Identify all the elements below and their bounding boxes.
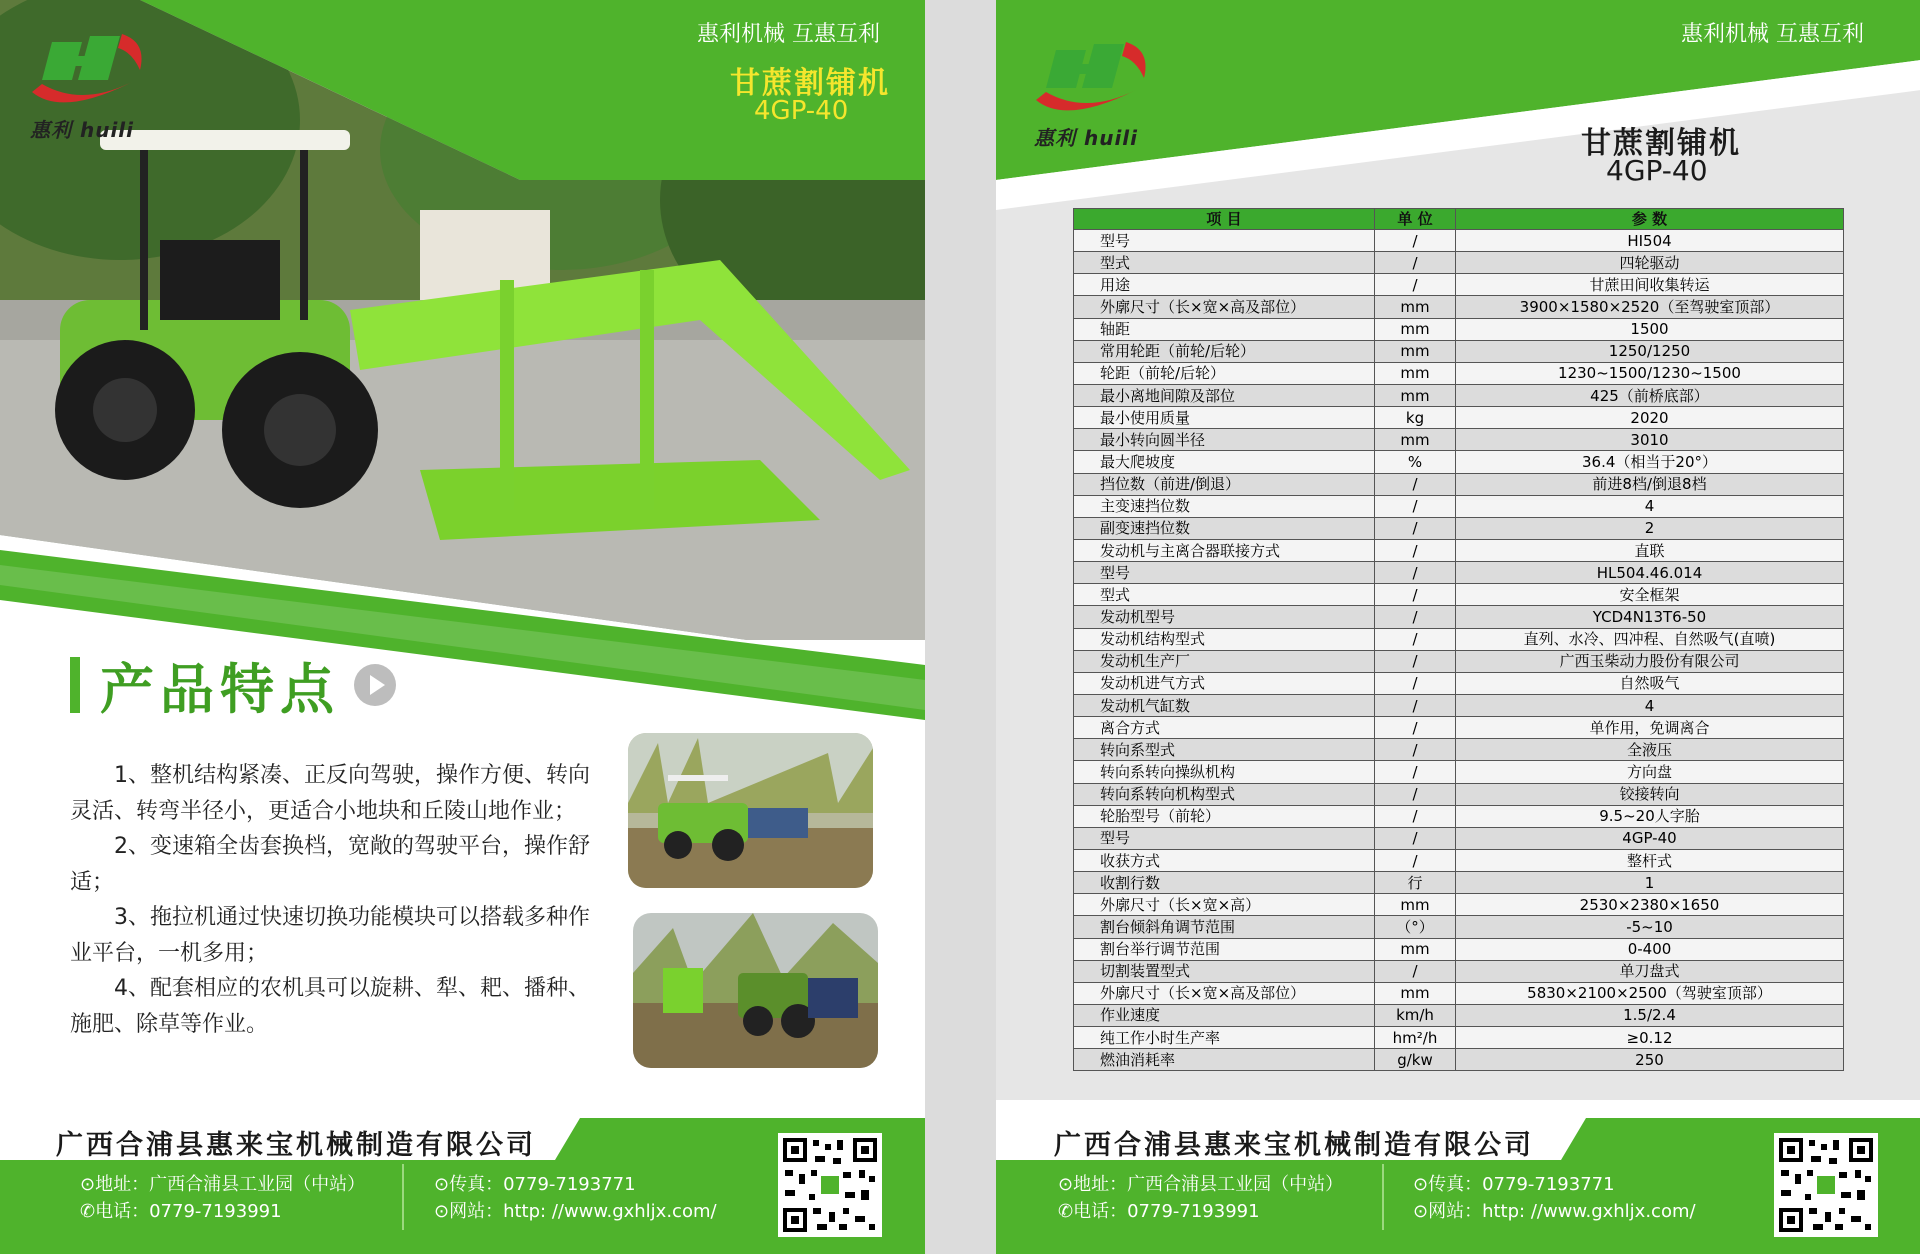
spec-value: 1230~1500/1230~1500 (1456, 362, 1844, 384)
spec-unit: / (1375, 717, 1456, 739)
spec-value: 4GP-40 (1456, 827, 1844, 849)
address (1058, 1170, 1343, 1196)
address-text: 地址：广西合浦县工业园（中站） (1073, 1174, 1344, 1195)
address-text: 地址：广西合浦县工业园（中站） (95, 1174, 366, 1195)
website-link[interactable]: 网站：http: //www.gxhljx.com/ (449, 1201, 717, 1222)
spec-row (1074, 960, 1844, 982)
spec-table-header (1074, 209, 1844, 230)
fax-icon: ⊙ (1413, 1174, 1429, 1195)
spec-item: 收割行数 (1074, 872, 1375, 894)
website (434, 1197, 717, 1223)
spec-row (1074, 694, 1844, 716)
spec-item: 最小使用质量 (1074, 407, 1375, 429)
spec-value: 4 (1456, 694, 1844, 716)
spec-item: 发动机进气方式 (1074, 672, 1375, 694)
spec-value: 2 (1456, 517, 1844, 539)
spec-value: 1 (1456, 872, 1844, 894)
spec-value: 整杆式 (1456, 849, 1844, 871)
spec-unit: mm (1375, 894, 1456, 916)
spec-value: YCD4N13T6-50 (1456, 606, 1844, 628)
spec-unit: mm (1375, 340, 1456, 362)
spec-unit: mm (1375, 429, 1456, 451)
spec-value: 425（前桥底部） (1456, 384, 1844, 406)
spec-item: 轮距（前轮/后轮） (1074, 362, 1375, 384)
spec-value: 3010 (1456, 429, 1844, 451)
spec-row (1074, 429, 1844, 451)
globe-icon: ⊙ (1413, 1201, 1429, 1222)
spec-row (1074, 340, 1844, 362)
spec-value: 1500 (1456, 318, 1844, 340)
brand-logo (22, 22, 172, 142)
spec-row (1074, 473, 1844, 495)
spec-value: 1250/1250 (1456, 340, 1844, 362)
spec-item: 轮胎型号（前轮） (1074, 805, 1375, 827)
spec-item: 主变速挡位数 (1074, 495, 1375, 517)
spec-value: 全液压 (1456, 739, 1844, 761)
spec-unit: kg (1375, 407, 1456, 429)
spec-value: -5~10 (1456, 916, 1844, 938)
spec-row (1074, 739, 1844, 761)
spec-unit: / (1375, 539, 1456, 561)
spec-item: 发动机型号 (1074, 606, 1375, 628)
logo-text: 惠利 huili (30, 118, 135, 142)
spec-unit: hm²/h (1375, 1027, 1456, 1049)
spec-row (1074, 982, 1844, 1004)
spec-item: 割台倾斜角调节范围 (1074, 916, 1375, 938)
spec-unit: / (1375, 960, 1456, 982)
spec-unit: / (1375, 672, 1456, 694)
field-photo-2 (633, 913, 878, 1068)
right-page (996, 0, 1920, 1254)
spec-row (1074, 916, 1844, 938)
spec-item: 常用轮距（前轮/后轮） (1074, 340, 1375, 362)
spec-value: 广西玉柴动力股份有限公司 (1456, 650, 1844, 672)
location-pin-icon: ⊙ (80, 1174, 96, 1195)
spec-row (1074, 252, 1844, 274)
spec-item: 转向系型式 (1074, 739, 1375, 761)
slogan: 惠利机械 互惠互利 (697, 22, 880, 47)
spec-item: 切割装置型式 (1074, 960, 1375, 982)
phone-text: 电话：0779-7193991 (1073, 1201, 1260, 1222)
left-page (0, 0, 925, 1254)
features-heading (70, 655, 396, 721)
features-title: 产品特点 (100, 657, 340, 721)
website (1413, 1197, 1696, 1223)
spec-item: 型号 (1074, 827, 1375, 849)
spec-item: 最小离地间隙及部位 (1074, 384, 1375, 406)
company-name: 广西合浦县惠来宝机械制造有限公司 (1054, 1130, 1534, 1161)
product-model: 4GP-40 (754, 96, 849, 126)
spec-item: 转向系转向操纵机构 (1074, 761, 1375, 783)
spec-row (1074, 1027, 1844, 1049)
spec-value: 铰接转向 (1456, 783, 1844, 805)
spec-item: 外廓尺寸（长×宽×高） (1074, 894, 1375, 916)
spec-row (1074, 584, 1844, 606)
spec-value: 直联 (1456, 539, 1844, 561)
brand-logo (1026, 30, 1176, 150)
huili-logo-icon (22, 22, 152, 112)
spec-item: 收获方式 (1074, 849, 1375, 871)
address (80, 1170, 365, 1196)
spec-value: 9.5~20人字胎 (1456, 805, 1844, 827)
spec-value: ≥0.12 (1456, 1027, 1844, 1049)
spec-value: 250 (1456, 1049, 1844, 1071)
spec-value: 36.4（相当于20°） (1456, 451, 1844, 473)
phone-icon: ✆ (1058, 1201, 1074, 1222)
spec-item: 发动机与主离合器联接方式 (1074, 539, 1375, 561)
spec-value: 直列、水冷、四冲程、自然吸气(直喷) (1456, 628, 1844, 650)
spec-item: 纯工作小时生产率 (1074, 1027, 1375, 1049)
spec-unit: / (1375, 252, 1456, 274)
fax-icon: ⊙ (434, 1174, 450, 1195)
spec-value: 单刀盘式 (1456, 960, 1844, 982)
spec-unit: mm (1375, 384, 1456, 406)
spec-item: 燃油消耗率 (1074, 1049, 1375, 1071)
spec-row (1074, 717, 1844, 739)
spec-item: 转向系转向机构型式 (1074, 783, 1375, 805)
spec-row (1074, 938, 1844, 960)
spec-unit: mm (1375, 938, 1456, 960)
product-name: 甘蔗割铺机 (730, 66, 890, 101)
spec-item: 发动机气缸数 (1074, 694, 1375, 716)
spec-row (1074, 872, 1844, 894)
spec-item: 型式 (1074, 584, 1375, 606)
phone-text: 电话：0779-7193991 (95, 1201, 282, 1222)
website-link[interactable]: 网站：http: //www.gxhljx.com/ (1428, 1201, 1696, 1222)
fax-text: 传真：0779-7193771 (1428, 1174, 1615, 1195)
spec-item: 型式 (1074, 252, 1375, 274)
spec-row (1074, 495, 1844, 517)
spec-unit: / (1375, 739, 1456, 761)
qr-code-icon (1777, 1136, 1875, 1234)
spec-row (1074, 894, 1844, 916)
spec-row (1074, 539, 1844, 561)
qr-code[interactable] (778, 1133, 882, 1237)
feature-item: 1、整机结构紧凑、正反向驾驶，操作方便、转向灵活、转弯半径小，更适合小地块和丘陵山地作业； (70, 763, 590, 824)
qr-code-icon (781, 1136, 879, 1234)
spec-row (1074, 650, 1844, 672)
spec-value: 自然吸气 (1456, 672, 1844, 694)
spec-unit: / (1375, 584, 1456, 606)
header-value: 参 数 (1456, 209, 1844, 230)
spec-table (1073, 208, 1844, 1071)
spec-row (1074, 517, 1844, 539)
phone-icon: ✆ (80, 1201, 96, 1222)
spec-item: 最大爬坡度 (1074, 451, 1375, 473)
company-name: 广西合浦县惠来宝机械制造有限公司 (56, 1130, 536, 1161)
spec-item: 作业速度 (1074, 1004, 1375, 1026)
spec-unit: / (1375, 849, 1456, 871)
spec-unit: / (1375, 230, 1456, 252)
footer-divider (1382, 1164, 1384, 1230)
heading-bar (70, 657, 80, 713)
spec-item: 发动机生产厂 (1074, 650, 1375, 672)
spec-unit: / (1375, 473, 1456, 495)
feature-item: 4、配套相应的农机具可以旋耕、犁、耙、播种、施肥、除草等作业。 (70, 976, 590, 1037)
spec-unit: / (1375, 562, 1456, 584)
spec-value: 2020 (1456, 407, 1844, 429)
spec-value: 3900×1580×2520（至驾驶室顶部） (1456, 296, 1844, 318)
spec-unit: km/h (1375, 1004, 1456, 1026)
spec-item: 外廓尺寸（长×宽×高及部位） (1074, 296, 1375, 318)
spec-value: 甘蔗田间收集转运 (1456, 274, 1844, 296)
spec-item: 割台举行调节范围 (1074, 938, 1375, 960)
spec-row (1074, 451, 1844, 473)
spec-unit: / (1375, 606, 1456, 628)
spec-unit: / (1375, 495, 1456, 517)
spec-item: 离合方式 (1074, 717, 1375, 739)
phone (1058, 1197, 1260, 1223)
spec-value: 前进8档/倒退8档 (1456, 473, 1844, 495)
spec-item: 型号 (1074, 230, 1375, 252)
spec-item: 挡位数（前进/倒退） (1074, 473, 1375, 495)
spec-item: 型号 (1074, 562, 1375, 584)
spec-value: 4 (1456, 495, 1844, 517)
spec-unit: 行 (1375, 872, 1456, 894)
spec-product-name: 甘蔗割铺机 (1581, 126, 1741, 161)
fax (1413, 1170, 1615, 1196)
spec-row (1074, 827, 1844, 849)
header-unit: 单 位 (1375, 209, 1456, 230)
spec-row (1074, 384, 1844, 406)
spec-value: 5830×2100×2500（驾驶室顶部） (1456, 982, 1844, 1004)
spec-unit: （°） (1375, 916, 1456, 938)
spec-unit: / (1375, 694, 1456, 716)
header-item: 项 目 (1074, 209, 1375, 230)
spec-value: 0-400 (1456, 938, 1844, 960)
spec-row (1074, 761, 1844, 783)
spec-unit: mm (1375, 296, 1456, 318)
spec-unit: / (1375, 761, 1456, 783)
spec-unit: / (1375, 783, 1456, 805)
spec-row (1074, 318, 1844, 340)
globe-icon: ⊙ (434, 1201, 450, 1222)
spec-row (1074, 296, 1844, 318)
spec-row (1074, 672, 1844, 694)
spec-value: HI504 (1456, 230, 1844, 252)
spec-unit: % (1375, 451, 1456, 473)
spec-unit: / (1375, 274, 1456, 296)
features-list (70, 758, 595, 1042)
spec-row (1074, 407, 1844, 429)
spec-table-body (1074, 230, 1844, 1071)
spec-item: 轴距 (1074, 318, 1375, 340)
spec-unit: mm (1375, 362, 1456, 384)
spec-value: 安全框架 (1456, 584, 1844, 606)
spec-row (1074, 805, 1844, 827)
spec-value: 2530×2380×1650 (1456, 894, 1844, 916)
field-photo-1 (628, 733, 873, 888)
fax (434, 1170, 636, 1196)
spec-row (1074, 1004, 1844, 1026)
spec-row (1074, 1049, 1844, 1071)
play-arrow-icon (354, 664, 396, 706)
fax-text: 传真：0779-7193771 (449, 1174, 636, 1195)
slogan: 惠利机械 互惠互利 (1681, 22, 1864, 47)
spec-row (1074, 562, 1844, 584)
spec-row (1074, 362, 1844, 384)
spec-value: 1.5/2.4 (1456, 1004, 1844, 1026)
spec-unit: g/kw (1375, 1049, 1456, 1071)
spec-value: 方向盘 (1456, 761, 1844, 783)
spec-value: 单作用，免调离合 (1456, 717, 1844, 739)
spec-item: 外廓尺寸（长×宽×高及部位） (1074, 982, 1375, 1004)
spec-item: 用途 (1074, 274, 1375, 296)
spec-row (1074, 230, 1844, 252)
spec-item: 发动机结构型式 (1074, 628, 1375, 650)
logo-text: 惠利 huili (1034, 126, 1139, 150)
spec-item: 副变速挡位数 (1074, 517, 1375, 539)
spec-item: 最小转向圆半径 (1074, 429, 1375, 451)
spec-row (1074, 606, 1844, 628)
spec-product-model: 4GP-40 (1606, 154, 1708, 187)
footer-divider (402, 1164, 404, 1230)
spec-row (1074, 849, 1844, 871)
spec-value: 四轮驱动 (1456, 252, 1844, 274)
spec-row (1074, 783, 1844, 805)
spec-value: HL504.46.014 (1456, 562, 1844, 584)
spec-unit: / (1375, 517, 1456, 539)
feature-item: 2、变速箱全齿套换档，宽敞的驾驶平台，操作舒适； (70, 834, 590, 895)
spec-unit: mm (1375, 982, 1456, 1004)
spec-unit: / (1375, 827, 1456, 849)
qr-code[interactable] (1774, 1133, 1878, 1237)
spec-unit: / (1375, 628, 1456, 650)
phone (80, 1197, 282, 1223)
spec-row (1074, 274, 1844, 296)
spec-unit: / (1375, 805, 1456, 827)
spec-unit: mm (1375, 318, 1456, 340)
feature-item: 3、拖拉机通过快速切换功能模块可以搭载多种作业平台，一机多用； (70, 905, 590, 966)
location-pin-icon: ⊙ (1058, 1174, 1074, 1195)
spec-row (1074, 628, 1844, 650)
spec-unit: / (1375, 650, 1456, 672)
huili-logo-icon (1026, 30, 1156, 120)
